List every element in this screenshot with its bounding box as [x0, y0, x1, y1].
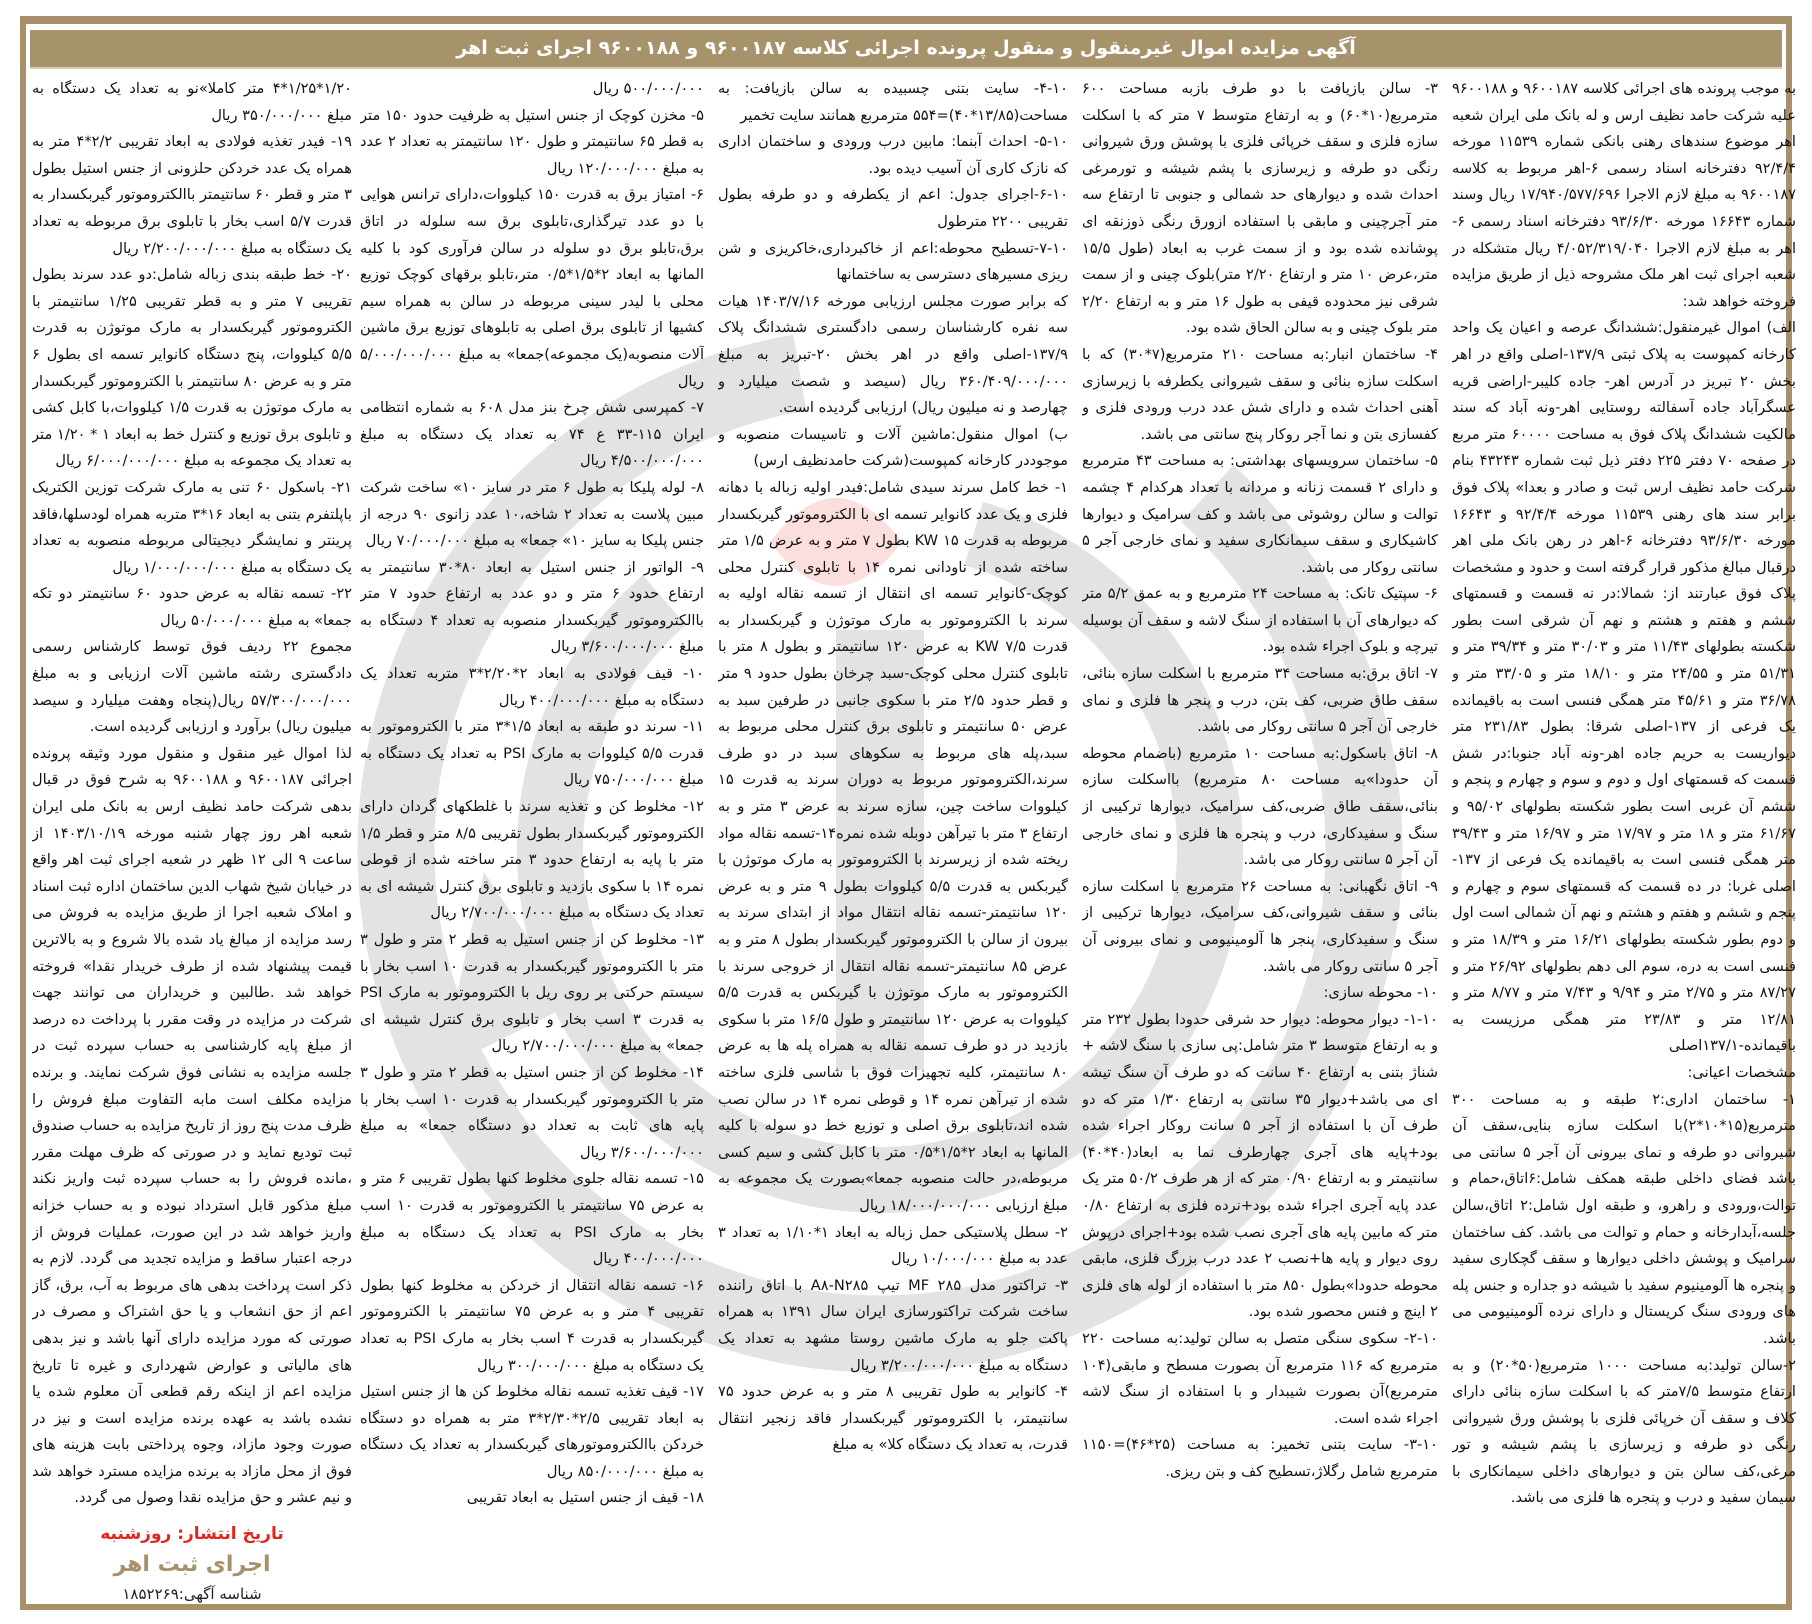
paragraph: ۲۰- خط طبقه بندی زباله شامل:دو عدد سرند بطول تقریبی ۷ متر و به قطر تقریبی ۱/۲۵ سانتیمتر با الکتروموتور گیربکسدار به مارک موتوژن به قدرت ۵/۵ کیلووات، پنج دستگاه کانوایر تسمه ای بطول ۶ متر و به عرض ۸۰ سانتیمتر با الکتروموتور گیربکسدار به مارک موتوژن به قدرت ۱/۵ کیلووات،با کابل کشی و تابلوی برق توزیع و کنترل خط به ابعاد ۱ * ۱/۲۰ متر به تعداد یک مجموعه به مبلغ ۶/۰۰۰/۰۰۰/۰۰۰ ریال — [32, 266, 352, 470]
paragraph: ۹- الواتور از جنس استیل به ابعاد ۸۰*۳۰ سانتیمتر به ارتفاع حدود ۶ متر و دو عدد به ارتفاع حدود ۷ متر باالکتروموتور گیربکسدار منصوبه به تعداد ۴ دستگاه به مبلغ ۳/۶۰۰/۰۰۰/۰۰۰ ریال — [360, 558, 704, 656]
paragraph: ۴- کانوایر به طول تقریبی ۸ متر و به عرض حدود ۷۵ سانتیمتر، با الکتروموتور گیربکسدار فاقد زنجیر انتقال قدرت، به تعداد یک دستگاه کلا» به مبلغ — [718, 1383, 1068, 1454]
ad-id: شناسه آگهی:۱۸۵۲۲۶۹ — [122, 1585, 262, 1604]
paragraph: ۸- لوله پلیکا به طول ۶ متر در سایز ۱۰» ساخت شرکت مبین پلاست به تعداد ۲ شاخه،۱۰ عدد زانوی ۹۰ درجه از جنس پلیکا به سایز ۱۰» جمعا» به مبلغ ۷۰/۰۰۰/۰۰۰ ریال — [360, 478, 704, 550]
column-5-text — [32, 76, 352, 1512]
ad-footer — [32, 1520, 352, 1606]
paragraph: ۱- خط کامل سرند سیدی شامل:فیدر اولیه زباله با دهانه فلزی و یک عدد کانوایر تسمه ای با الکتروموتور گیربکسدار مربوطه به قدرت KW ۱۵ بطول ۷ متر و به عرض ۱/۵ متر ساخته شده از ناودانی نمره ۱۴ با تابلوی کنترل محلی کوچک-کانوایر تسمه ای انتقال از تسمه نقاله اولیه به سرند با الکتروموتور به مارک موتوژن و گیربکسدار به قدرت KW ۷/۵ به عرض ۱۲۰ سانتیمتر و بطول ۸ متر با تابلوی کنترل محلی کوچک-سبد چرخان بطول حدود ۹ متر و قطر حدود ۲/۵ متر با سکوی جانبی در طرفین سبد به عرض ۵۰ سانتیمتر و تابلوی برق کنترل محلی مربوط به سبد،پله های مربوط به سکوهای سبد در دو طرف سرند،الکتروموتور مربوط به دوران سرند به قدرت ۱۵ کیلووات ساخت چین، سازه سرند به عرض ۳ متر و به ارتفاع ۳ متر با تیرآهن دوبله شده نمره۱۴-تسمه نقاله مواد ریخته شده از زیرسرند با الکتروموتور به مارک موتوژن با گیربکس به قدرت ۵/۵ کیلووات بطول ۹ متر و به عرض ۱۲۰ سانتیمتر-تسمه نقاله انتقال مواد از ابتدای سرند به بیرون از سالن با الکتروموتور گیربکسدار بطول ۸ متر و به عرض ۸۵ سانتیمتر-تسمه نقاله انتقال از خروجی سرند با الکتروموتور به مارک موتوژن با گیربکس به قدرت ۵/۵ کیلووات به عرض ۱۲۰ سانتیمتر و طول ۱۶/۵ متر با سکوی بازدید در دو طرف تسمه نقاله به همراه پله ها به عرض ۸۰ سانتیمتر، کلیه تجهیزات فوق با شاسی فلزی ساخته شده از تیرآهن نمره ۱۴ و قوطی نمره ۱۴ در سالن نصب شده اند،تابلوی برق اصلی و توزیع خط دو سوله با کلیه المانها به ابعاد ۲*۱/۵*۰/۵ متر با کابل کشی و سیم کسی مربوطه،در حالت منصوبه جمعا»بصورت یک مجموعه به مبلغ ارزیابی ۱۸/۰۰۰/۰۰۰/۰۰۰ ریال — [718, 478, 1068, 1214]
paragraph: ۱-۱۰- دیوار محوطه: دیوار حد شرقی حدودا بطول ۲۳۲ متر و به ارتفاع متوسط ۳ متر شامل:پی سازی با سنگ لاشه + شناژ بتنی به ارتفاع ۴۰ سانت که دو طرف آن سنگ تیشه ای می باشد+دیوار ۳۵ سانتی به ارتفاع ۱/۳۰ متر که دو طرف آن با استفاده از آجر ۵ سانت روکار اجراء شده بود+پایه های آجری چهارطرف نما به ابعاد(۴۰*۴۰) سانتیمتر و به ارتفاع ۰/۹۰ متر که از هر طرف ۵۰/۲ متر یک عدد پایه آجری اجراء شده بود+نرده فلزی به ارتفاع ۰/۸۰ متر که مابین پایه های آجری نصب شده بود+اجرای درپوش روی دیوار و پایه ها+نصب ۲ عدد درب بزرگ فلزی، مابقی محوطه حدودا»بطول ۸۵۰ متر با استفاده از لوله های فلزی ۲ اینچ و فنس محصور شده بود. — [1082, 1010, 1438, 1321]
paragraph: ۷- اتاق برق:به مساحت ۳۴ مترمربع با اسکلت سازه بنائی، سقف طاق ضربی، کف بتن، درب و پنجر ها فلزی و نمای خارجی آن آجر ۵ سانتی روکار می باشد. — [1082, 665, 1438, 736]
paragraph: ۶- سپتیک تانک: به مساحت ۲۴ مترمربع و به عمق ۵/۲ متر که دیوارهای آن با استفاده از سنگ لاشه و سقف آن بوسیله تیرچه و بلوک اجراء شده بود. — [1082, 585, 1438, 656]
paragraph: ۱۵- تسمه نقاله جلوی مخلوط کنها بطول تقریبی ۶ متر و به عرض ۷۵ سانتیمتر با الکتروموتور به قدرت ۱۰ اسب بخار به مارک PSI به تعداد یک دستگاه به مبلغ ۴۰۰/۰۰۰/۰۰۰ ریال — [360, 1170, 704, 1268]
paragraph: ۷- کمپرسی شش چرخ بنز مدل ۶۰۸ به شماره انتظامی ایران ۱۱۵-۳۳ ع ۷۴ به تعداد یک دستگاه به مبلغ ۴/۵۰۰/۰۰۰/۰۰۰ ریال — [360, 399, 704, 470]
paragraph: که برابر صورت مجلس ارزیابی مورخه ۱۴۰۳/۷/۱۶ هیات سه نفره کارشناسان رسمی دادگستری ششدانگ پلاک ۱۳۷/۹-اصلی واقع در اهر بخش ۲۰-تبریز به مبلغ ۳۶۰/۴۰۹/۰۰۰/۰۰۰ ریال (سیصد و شصت میلیارد و چهارصد و نه میلیون ریال) ارزیابی گردیده است. — [718, 292, 1068, 417]
paragraph: ۲۱- باسکول ۶۰ تنی به مارک شرکت توزین الکتریک باپلتفرم بتنی به ابعاد ۱۶*۳ متربه همراه لودسلها،فاقد پرینتر و نمایشگر دیجیتالی مربوطه منصوبه به تعداد یک دستگاه به مبلغ ۱/۰۰۰/۰۰۰/۰۰۰ ریال — [32, 478, 352, 576]
paragraph: ۲۲- تسمه نقاله به عرض حدود ۶۰ سانتیمتر دو تکه جمعا» به مبلغ ۵۰/۰۰۰/۰۰۰ ریال — [32, 585, 352, 629]
column-2 — [1082, 76, 1438, 1606]
paragraph: ۱۱- سرند دو طبقه به ابعاد ۱/۵*۳ متر با الکتروموتور به قدرت ۵/۵ کیلووات به مارک PSI به تعداد یک دستگاه به مبلغ ۷۵۰/۰۰۰/۰۰۰ ریال — [360, 718, 704, 789]
paragraph: ۵-۱۰- احداث آبنما: مابین درب ورودی و ساختمان اداری که نازک کاری آن آسیب دیده بود. — [718, 133, 1068, 177]
paragraph: ۸- اتاق باسکول:به مساحت ۱۰ مترمربع (باضمام محوطه آن حدودا»به مساحت ۸۰ مترمربع) بااسکلت سازه بنائی،سقف طاق ضربی،کف سرامیک، دیوارها ترکیبی از سنگ و سفیدکاری، درب و پنجره ها فلزی و نمای خارجی آن آجر ۵ سانتی روکار می باشد. — [1082, 744, 1438, 869]
paragraph: ب) اموال منقول:ماشین آلات و تاسیسات منصوبه و موجوددر کارخانه کمپوست(شرکت حامدنظیف ارس) — [718, 425, 1068, 470]
paragraph: ۱۲- مخلوط کن و تغذیه سرند با غلطکهای گردان دارای الکتروموتور گیربکسدار بطول تقریبی ۸/۵ متر و قطر ۱/۵ متر با پایه به ارتفاع حدود ۳ متر ساخته شده از قوطی نمره ۱۴ با سکوی بازدید و تابلوی برق کنترل شیشه ای به تعداد یک دستگاه به مبلغ ۲/۷۰۰/۰۰۰/۰۰۰ ریال — [360, 798, 704, 922]
paragraph: ۴-۱۰- سایت بتنی چسبیده به سالن بازیافت: به مساحت(۱۳/۸۵*۴۰)=۵۵۴ مترمربع همانند سایت تخمیر — [718, 80, 1068, 124]
paragraph: ۵- ساختمان سرویسهای بهداشتی: به مساحت ۴۳ مترمربع و دارای ۲ قسمت زنانه و مردانه با تعداد هرکدام ۴ چشمه توالت و سالن روشوئی می باشد و کف سرامیک و دیوارها کاشیکاری و سقف سیمانکاری سفید و نمای خارجی آجر ۵ سانتی روکار می باشد. — [1082, 452, 1438, 576]
organization-name: اجرای ثبت اهر — [113, 1552, 271, 1578]
paragraph: مجموع ۲۲ ردیف فوق توسط کارشناس رسمی دادگستری رشته ماشین آلات ارزیابی و به مبلغ ۵۷/۳۰۰/۰۰۰/۰۰۰ ریال(پنجاه وهفت میلیارد و سیصد میلیون ریال) برآورد و ارزیابی گردیده است. — [32, 638, 352, 736]
paragraph: ۶- امتیاز برق به قدرت ۱۵۰ کیلووات،دارای ترانس هوایی با دو عدد تیرگذاری،تابلوی برق سه سلوله در اتاق برق،تابلو برق دو سلوله در سالن فرآوری کود با کلیه المانها به ابعاد ۲*۱/۵*۰/۵ متر،تابلو برقهای کوچک توزیع محلی با لیدر سینی مربوطه در سالن به همراه سیم کشیها از تابلوی برق اصلی به تابلوهای توزیع برق ماشین آلات منصوبه(یک مجموعه)جمعا» به مبلغ ۵/۰۰۰/۰۰۰/۰۰۰ ریال — [360, 186, 704, 390]
paragraph: ۷-۱۰-تسطیح محوطه:اعم از خاکبرداری،خاکریزی و شن ریزی مسیرهای دسترسی به ساختمانها — [718, 239, 1068, 284]
paragraph: ۱۰- محوطه سازی: — [1323, 984, 1438, 1002]
paragraph: ۲-سالن تولید:به مساحت ۱۰۰۰ مترمربع(۵۰*۲۰) و به ارتفاع متوسط ۷/۵متر که با اسکلت سازه بنائی دارای کلاف و سقف آن خرپائی فلزی با پوشش ورق شیروانی رنگی دو طرفه و زیرسازی با پشم شیشه و تور مرغی،کف سالن بتن و دیوارهای داخلی سیمانکاری با سیمان سفید و درب و پنجره ها فلزی می باشد. — [1452, 1356, 1796, 1507]
ad-title: آگهی مزایده اموال غیرمنقول و منقول پرونده اجرائی کلاسه ۹۶۰۰۱۸۷ و ۹۶۰۰۱۸۸ اجرای ثبت اهر — [30, 30, 1782, 69]
paragraph: ۵۰۰/۰۰۰/۰۰۰ ریال — [592, 80, 704, 97]
paragraph: ۳- سالن بازیافت با دو طرف بازبه مساحت ۶۰۰ مترمربع(۱۰*۶۰) و به ارتفاع متوسط ۷ متر که با اسکلت سازه فلزی و سقف خرپائی فلزی با پوشش ورق شیروانی رنگی دو طرفه و زیرسازی با پشم شیشه و تورمرغی احداث شده و دیوارهای حد شمالی و جنوبی تا ارتفاع سه متر آجرچینی و مابقی با استفاده ازورق رنگی ذوزنقه ای پوشانده شده بود و از سمت غرب به ابعاد (طول ۱۵/۵ متر،عرض ۱۰ متر و ارتفاع ۲/۲۰ متر)بلوک چینی و از سمت شرقی نیز محدوده قیفی به طول ۱۶ متر و به ارتفاع ۲/۲۰ متر بلوک چینی و به سالن الحاق شده بود. — [1082, 80, 1438, 337]
paragraph: ۱۴- مخلوط کن از جنس استیل به قطر ۲ متر و طول ۳ متر با الکتروموتور گیربکسدار به قدرت ۱۰ اسب بخار با پایه های ثابت به تعداد دو دستگاه جمعا» به مبلغ ۳/۶۰۰/۰۰۰/۰۰۰ ریال — [360, 1063, 704, 1161]
paragraph: ۵- مخزن کوچک از جنس استیل به ظرفیت حدود ۱۵۰ متر به قطر ۶۵ سانتیمتر و طول ۱۲۰ سانتیمتر به تعداد ۲ عدد به مبلغ ۱۲۰/۰۰۰/۰۰۰ ریال — [360, 106, 704, 177]
paragraph: ۱- ساختمان اداری:۲ طبقه و به مساحت ۳۰۰ مترمربع(۱۵*۱۰*۲)با اسکلت سازه بنایی،سقف آن شیروانی دو طرفه و نمای بیرونی آن آجر ۵ سانتی می باشد فضای داخلی طبقه همکف شامل:۶اتاق،حمام و توالت،ورودی و راهرو، و طبقه اول شامل:۲ اتاق،سالن جلسه،آبدارخانه و حمام و توالت می باشد. کف ساختمان سرامیک و پوشش داخلی دیوارها و سقف گچکاری سفید و پنجره ها آلومینیوم سفید با شیشه دو جداره و جنس پله های ورودی سنگ کریستال و دارای نرده آلومینیومی می باشد. — [1452, 1090, 1796, 1347]
paragraph: ۳- تراکتور مدل ۲۸۵ MF تیپ A۸-N۲۸۵ با اتاق راننده ساخت شرکت تراکتورسازی ایران سال ۱۳۹۱ به همراه پاکت جلو به مارک ماشین روستا مشهد به تعداد یک دستگاه به مبلغ ۳/۲۰۰/۰۰۰/۰۰۰ ریال — [718, 1276, 1068, 1374]
paragraph: ۱/۲۰*۱/۲۵*۴ متر کاملا»نو به تعداد یک دستگاه به مبلغ ۳۵۰/۰۰۰/۰۰۰ ریال — [32, 80, 352, 124]
paragraph: ۱۸- قیف از جنس استیل به ابعاد تقریبی — [466, 1489, 704, 1507]
column-4 — [360, 76, 704, 1606]
paragraph: ۱۰- قیف فولادی به ابعاد ۲*۲/۲۰*۳ متربه تعداد یک دستگاه به مبلغ ۴۰۰/۰۰۰/۰۰۰ ریال — [360, 665, 704, 709]
paragraph: مشخصات اعیانی: — [1687, 1063, 1796, 1081]
paragraph: ۱۹- فیدر تغذیه فولادی به ابعاد تقریبی ۲/۲*۴ متر به همراه یک عدد خردکن حلزونی از جنس استیل بطول ۳ متر و قطر ۶۰ سانتیمتر باالکتروموتور گیربکسدار به قدرت ۵/۷ اسب بخار با تابلوی برق مربوطه به تعداد یک دستگاه به مبلغ ۲/۲۰۰/۰۰۰/۰۰۰ ریال — [32, 133, 352, 257]
column-5 — [32, 76, 352, 1606]
paragraph: ۹- اتاق نگهبانی: به مساحت ۲۶ مترمربع با اسکلت سازه بنائی و سقف شیروانی،کف سرامیک، دیوارها ترکیبی از سنگ و سفیدکاری، پنجر ها آلومینیومی و نمای بیرونی آن آجر ۵ سانتی روکار می باشد. — [1082, 877, 1438, 975]
paragraph: لذا اموال غیر منقول و منقول مورد وثیقه پرونده اجرائی ۹۶۰۰۱۸۷ و ۹۶۰۰۱۸۸ به شرح فوق در قبال بدهی شرکت حامد نظیف ارس به بانک ملی ایران شعبه اهر روز چهار شنبه مورخه ۱۴۰۳/۱۰/۱۹ از ساعت ۹ الی ۱۲ ظهر در شعبه اجرای ثبت اهر واقع در خیابان شیخ شهاب الدین ساختمان اداره ثبت اسناد و املاک شعبه اجرا از طریق مزایده به فروش می رسد مزایده از مبالغ یاد شده بالا شروع و به بالاترین قیمت پیشنهاد شده از طرف خریدار نقدا» فروخته خواهد شد .طالبین و خریداران می توانند جهت شرکت در مزایده در وقت مقرر با پرداخت ده درصد از مبلغ پایه کارشناسی به حساب سپرده ثبت در جلسه مزایده به نشانی فوق شرکت نمایند. و برنده مزایده مکلف است مابه التفاوت مبلغ فروش را ظرف مدت پنج روز از تاریخ مزایده به حساب صندوق ثبت تودیع نماید و در صورتی که ظرف مهلت مقرر ،مانده فروش را به حساب سپرده ثبت واریز نکند مبلغ مذکور قابل استرداد نبوده و به حساب خزانه واریز خواهد شد در این صورت، عملیات فروش از درجه اعتبار ساقط و مزایده تجدید می گردد. لازم به ذکر است پرداخت بدهی های مربوط به آب، برق، گاز اعم از حق انشعاب و یا حق اشتراک و مصرف در صورتی که مورد مزایده دارای آنها باشد و نیز بدهی های مالیاتی و عوارض شهرداری و غیره تا تاریخ مزایده اعم از اینکه رقم قطعی آن معلوم شده یا نشده باشد به عهده برنده مزایده است و نیز در صورت وجود مازاد، وجوه پرداختی بابت هزینه های فوق از محل مازاد به برنده مزایده مسترد خواهد شد و نیم عشر و حق مزایده نقدا وصول می گردد. — [32, 744, 352, 1507]
column-1 — [1452, 76, 1796, 1606]
paragraph: ۲-۱۰- سکوی سنگی متصل به سالن تولید:به مساحت ۲۲۰ مترمربع که ۱۱۶ مترمربع آن بصورت مسطح و مابقی(۱۰۴ مترمربع)آن بصورت شیبدار و با استفاده از سنگ لاشه اجراء شده است. — [1082, 1329, 1438, 1427]
paragraph: ۱۷- قیف تغذیه تسمه نقاله مخلوط کن ها از جنس استیل به ابعاد تقریبی ۲/۵*۲/۳۰*۳ متر به همراه دو دستگاه خردکن باالکتروموتورهای گیربکسدار به تعداد یک دستگاه به مبلغ ۸۵۰/۰۰۰/۰۰۰ ریال — [360, 1383, 704, 1480]
paragraph: به موجب پرونده های اجرائی کلاسه ۹۶۰۰۱۸۷ و ۹۶۰۰۱۸۸ علیه شرکت حامد نظیف ارس و له بانک ملی ایران شعبه اهر موضوع سندهای رهنی بانکی شماره ۱۱۵۳۹ مورخه ۹۲/۴/۴ دفترخانه اسناد رسمی ۶-اهر مربوط به کلاسه ۹۶۰۰۱۸۷ به مبلغ لازم الاجرا ۱۷/۹۴۰/۵۷۷/۶۹۶ ریال وسند شماره ۱۶۶۴۳ مورخه ۹۳/۶/۳۰ دفترخانه اسناد رسمی ۶-اهر به مبلغ لازم الاجرا ۴/۰۵۲/۳۱۹/۰۴۰ ریال متشکله در شعبه اجرای ثبت اهر ملک مشروحه ذیل از طریق مزایده فروخته خواهد شد: — [1452, 80, 1796, 310]
paragraph: ۳-۱۰- سایت بتنی تخمیر: به مساحت (۲۵*۴۶)=۱۱۵۰ مترمربع شامل رگلاژ،تسطیح کف و بتن ریزی. — [1082, 1436, 1438, 1480]
paragraph: ۴- ساختمان انبار:به مساحت ۲۱۰ مترمربع(۷*۳۰) که با اسکلت سازه بنائی و سقف شیروانی یکطرفه با زیرسازی آهنی احداث شده و دارای شش عدد درب ورودی فلزی و کفسازی بتن و نما آجر روکار پنج سانتی می باشد. — [1082, 345, 1438, 443]
paragraph: ۱۶- تسمه نقاله انتقال از خردکن به مخلوط کنها بطول تقریبی ۴ متر و به عرض ۷۵ سانتیمتر با الکتروموتور گیربکسدار به قدرت ۴ اسب بخار به مارک PSI به تعداد یک دستگاه به مبلغ ۳۰۰/۰۰۰/۰۰۰ ریال — [360, 1276, 704, 1374]
paragraph: ۱۳- مخلوط کن از جنس استیل به قطر ۲ متر و طول ۳ متر با الکتروموتور گیربکسدار به قدرت ۱۰ اسب بخار با سیستم حرکتی بر روی ریل با الکتروموتور به مارک PSI به قدرت ۳ اسب بخار و تابلوی برق کنترل شیشه ای جمعا» به مبلغ ۲/۷۰۰/۰۰۰/۰۰۰ ریال — [360, 931, 704, 1055]
publish-date: تاریخ انتشار: روزشنبه — [100, 1524, 284, 1545]
column-3 — [718, 76, 1068, 1606]
paragraph: ۲- سطل پلاستیکی حمل زباله به ابعاد ۱*۱/۱۰ به تعداد ۳ عدد به مبلغ ۱۰/۰۰۰/۰۰۰ ریال — [718, 1223, 1068, 1268]
paragraph: الف) اموال غیرمنقول:ششدانگ عرصه و اعیان یک واحد کارخانه کمپوست به پلاک ثبتی ۱۳۷/۹-اصلی واقع در اهر بخش ۲۰ تبریز در آدرس اهر- جاده کلیبر-اراضی قریه عسگرآباد جاده آسفالته روستایی اهر-ونه آباد که سند مالکیت ششدانگ پلاک فوق به مساحت ۶۰۰۰۰ متر مربع در صفحه ۷۰ دفتر ۲۲۵ دفتر ذیل ثبت شماره ۴۳۲۴۳ بنام شرکت حامد نظیف ارس ثبت و صادر و بعدا» پلاک فوق برابر سند های رهنی ۱۱۵۳۹ مورخه ۹۲/۴/۴ و ۱۶۶۴۳ مورخه ۹۳/۶/۳۰ دفترخانه ۶-اهر در رهن بانک ملی اهر درقبال مبالغ مذکور قرار گرفته است و حدود و مشخصات پلاک فوق عبارتند از: شمالا:در نه قسمت و قسمتهای ششم و هفتم و هشتم و نهم آن شرقی است بطور شکسته بطولهای ۱۱/۴۳ متر و ۳۰/۰۳ متر و ۳۹/۳۴ متر و ۵۱/۳۱ متر و ۲۴/۵۵ متر و ۱۸/۱۰ متر و ۳۳/۰۵ متر و ۳۶/۷۸ متر و ۴۵/۶۱ متر همگی فنسی است به باقیمانده یک فرعی از ۱۳۷-اصلی شرقا: بطول ۲۳۱/۸۳ متر دیواریست به حریم جاده اهر-ونه آباد جنوبا:در شش قسمت که قسمتهای اول و دوم و سوم و چهارم و پنجم و ششم آن غربی است بطور شکسته بطولهای ۹۵/۰۲ و ۶۱/۶۷ متر و ۱۸ متر و ۱۷/۹۷ متر و ۱۶/۹۷ متر و ۳۹/۴۳ متر همگی فنسی است به باقیمانده یک فرعی از ۱۳۷-اصلی غربا: در ده قسمت که قسمتهای سوم و چهارم و پنجم و ششم و هفتم و هشتم و نهم آن شمالی است اول و دوم بطور شکسته بطولهای ۱۶/۲۱ متر و ۱۸/۳۹ متر و فنسی است به دره، سوم الی دهم بطولهای ۲۶/۹۲ متر و ۸۷/۲۷ متر و ۲/۷۵ متر و ۹/۹۴ و ۷/۴۳ متر و ۸/۷۷ متر و ۱۲/۸۱ متر و ۲۳/۸۳ متر همگی مرزیست به باقیمانده-۱۳۷/۱اصلی — [1452, 319, 1796, 1055]
paragraph: ۶-۱۰-اجرای جدول: اعم از یکطرفه و دو طرفه بطول تقریبی ۲۲۰۰ مترطول — [718, 186, 1068, 230]
